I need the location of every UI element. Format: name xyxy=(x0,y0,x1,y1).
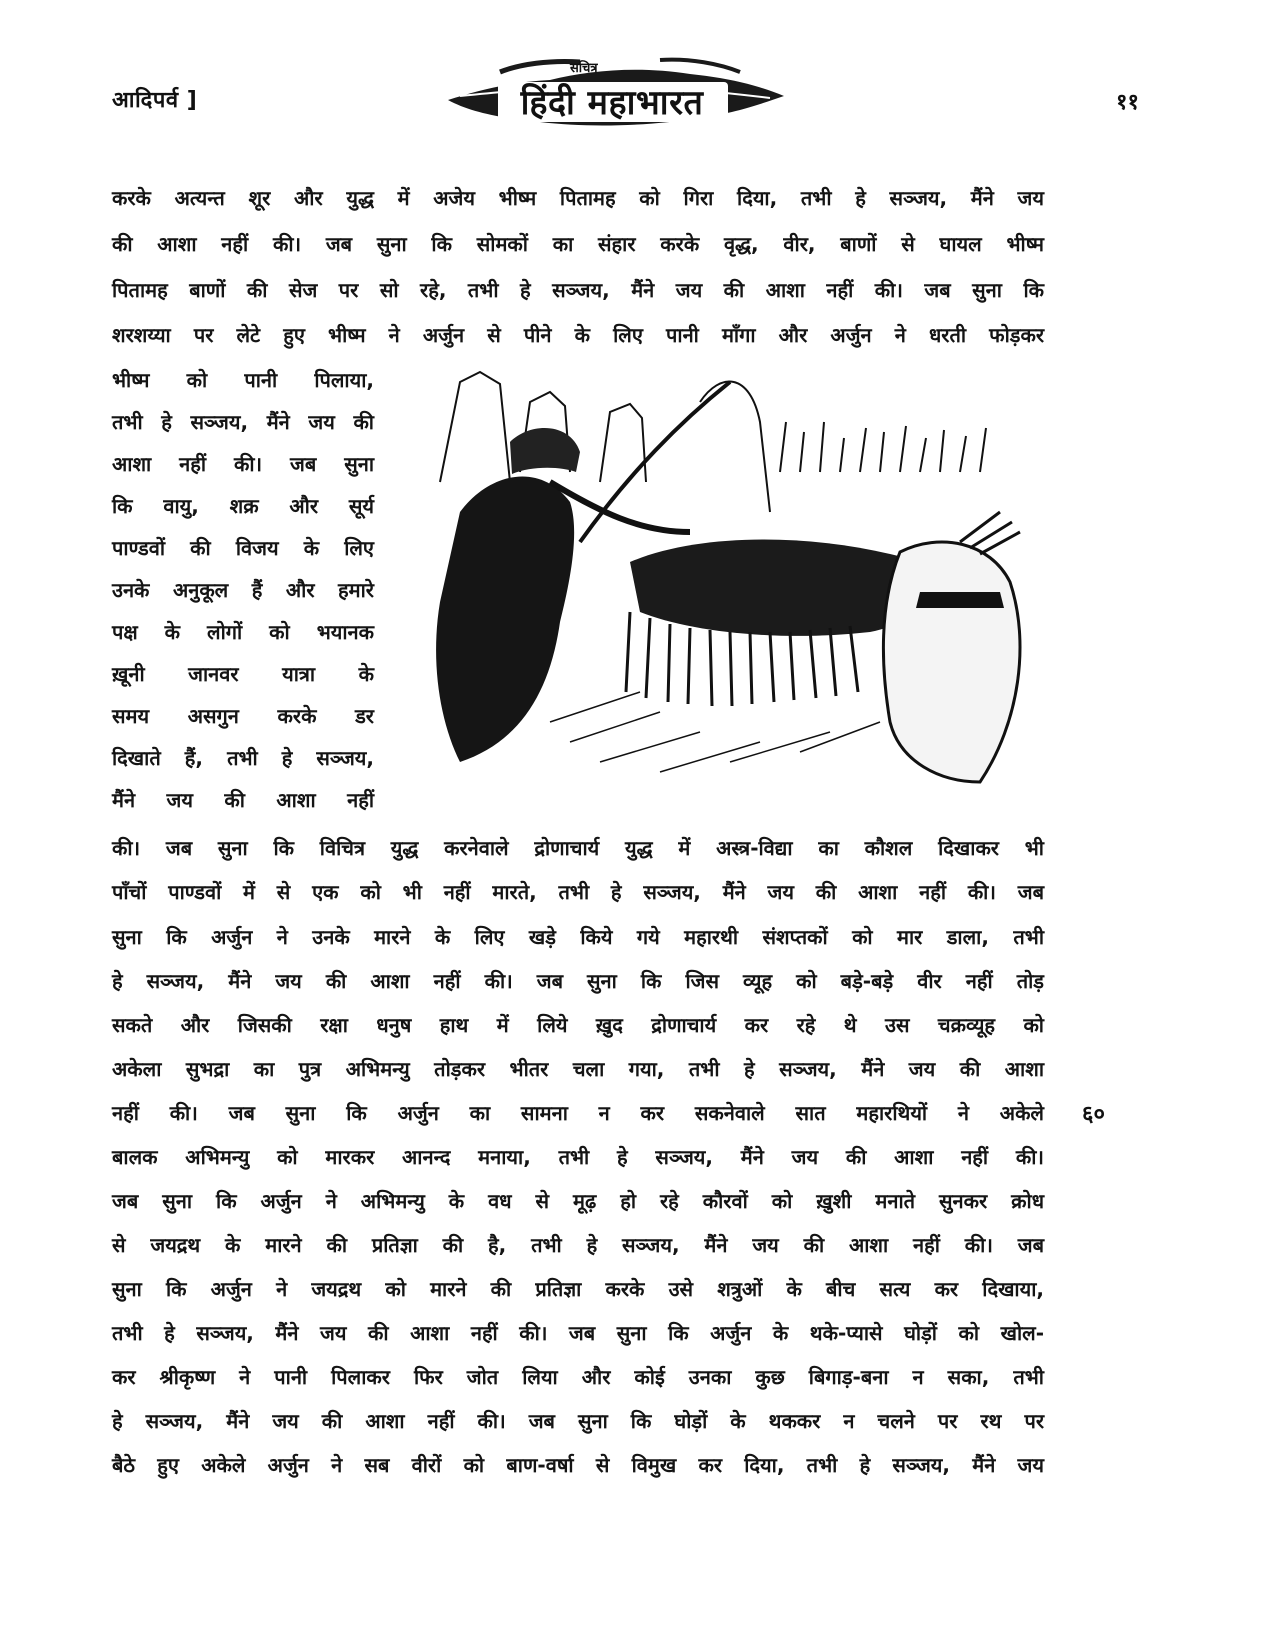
logo-subtitle: सचित्र xyxy=(570,61,598,76)
text-line: सकते और जिसकी रक्षा धनुष हाथ में लिये ख़ुद द्रोणाचार्य कर रहे थे उस चक्रव्यूह को xyxy=(112,1013,1044,1037)
text-line: जब सुना कि अर्जुन ने अभिमन्यु के वध से मूढ़ हो रहे कौरवों को ख़ुशी मनाते सुनकर क्रोध xyxy=(112,1189,1044,1213)
text-line: पितामह बाणों की सेज पर सो रहे, तभी हे सञ्जय, मैंने जय की आशा नहीं की। जब सुना कि xyxy=(112,278,1044,302)
text-line: अकेला सुभद्रा का पुत्र अभिमन्यु तोड़कर भीतर चला गया, तभी हे सञ्जय, मैंने जय की आशा xyxy=(112,1057,1044,1081)
text-line: सुना कि अर्जुन ने उनके मारने के लिए खड़े किये गये महारथी संशप्तकों को मार डाला, तभी xyxy=(112,925,1044,949)
text-line: कि वायु, शक्र और सूर्य xyxy=(112,494,374,518)
text-line: की। जब सुना कि विचित्र युद्ध करनेवाले द्रोणाचार्य युद्ध में अस्त्र-विद्या का कौशल दिखाकर भी xyxy=(112,836,1044,860)
text-line: तभी हे सञ्जय, मैंने जय की आशा नहीं की। जब सुना कि अर्जुन के थके-प्यासे घोड़ों को खोल- xyxy=(112,1321,1044,1345)
text-line: भीष्म को पानी पिलाया, xyxy=(112,368,374,392)
book-logo xyxy=(440,52,790,136)
text-line: बालक अभिमन्यु को मारकर आनन्द मनाया, तभी हे सञ्जय, मैंने जय की आशा नहीं की। xyxy=(112,1145,1044,1169)
text-line: पक्ष के लोगों को भयानक xyxy=(112,620,374,644)
text-line: तभी हे सञ्जय, मैंने जय की xyxy=(112,410,374,434)
text-line: से जयद्रथ के मारने की प्रतिज्ञा की है, तभी हे सञ्जय, मैंने जय की आशा नहीं की। जब xyxy=(112,1233,1044,1257)
text-line: उनके अनुकूल हैं और हमारे xyxy=(112,578,374,602)
text-line: बैठे हुए अकेले अर्जुन ने सब वीरों को बाण-वर्षा से विमुख कर दिया, तभी हे सञ्जय, मैंने जय xyxy=(112,1453,1044,1477)
text-line: पाँचों पाण्डवों में से एक को भी नहीं मारते, तभी हे सञ्जय, मैंने जय की आशा नहीं की। जब xyxy=(112,880,1044,904)
text-line: कर श्रीकृष्ण ने पानी पिलाकर फिर जोत लिया और कोई उनका कुछ बिगाड़-बना न सका, तभी xyxy=(112,1365,1044,1389)
text-line: करके अत्यन्त शूर और युद्ध में अजेय भीष्म पितामह को गिरा दिया, तभी हे सञ्जय, मैंने जय xyxy=(112,186,1044,210)
text-line: पाण्डवों की विजय के लिए xyxy=(112,536,374,560)
text-line: दिखाते हैं, तभी हे सञ्जय, xyxy=(112,746,374,770)
text-line: सुना कि अर्जुन ने जयद्रथ को मारने की प्रतिज्ञा करके उसे शत्रुओं के बीच सत्य कर दिखाया, xyxy=(112,1277,1044,1301)
bhishma-arrow-bed-illustration xyxy=(400,362,1040,802)
text-line: हे सञ्जय, मैंने जय की आशा नहीं की। जब सुना कि घोड़ों के थककर न चलने पर रथ पर xyxy=(112,1409,1044,1433)
text-line: ख़ूनी जानवर यात्रा के xyxy=(112,662,374,686)
section-header: आदिपर्व ] xyxy=(112,88,198,113)
text-line: शरशय्या पर लेटे हुए भीष्म ने अर्जुन से पीने के लिए पानी माँगा और अर्जुन ने धरती फोड़कर xyxy=(112,323,1044,347)
margin-verse-number: ६० xyxy=(1082,1102,1105,1127)
text-line: की आशा नहीं की। जब सुना कि सोमकों का संहार करके वृद्ध, वीर, बाणों से घायल भीष्म xyxy=(112,232,1044,256)
text-line: हे सञ्जय, मैंने जय की आशा नहीं की। जब सुना कि जिस व्यूह को बड़े-बड़े वीर नहीं तोड़ xyxy=(112,969,1044,993)
text-line: नहीं की। जब सुना कि अर्जुन का सामना न कर सकनेवाले सात महारथियों ने अकेले xyxy=(112,1101,1044,1125)
text-line: समय असगुन करके डर xyxy=(112,704,374,728)
page-number: ११ xyxy=(1116,90,1139,115)
text-line: आशा नहीं की। जब सुना xyxy=(112,452,374,476)
text-line: मैंने जय की आशा नहीं xyxy=(112,788,374,812)
logo-title: हिंदी महाभारत xyxy=(520,83,704,123)
